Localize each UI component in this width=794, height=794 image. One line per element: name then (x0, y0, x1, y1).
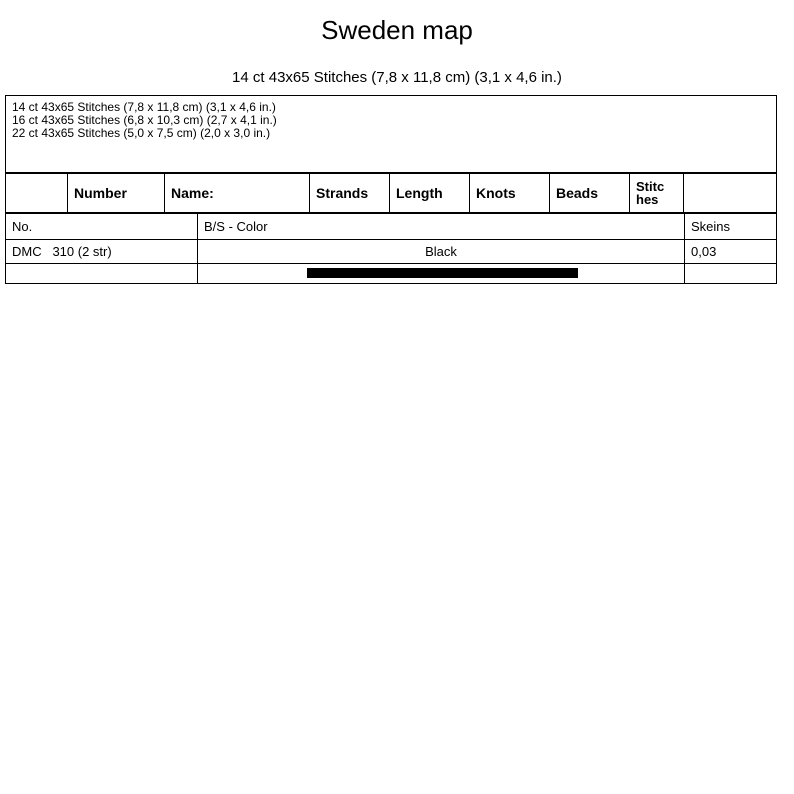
size-line: 14 ct 43x65 Stitches (7,8 x 11,8 cm) (3,1 x 4,6 in.) (12, 100, 276, 114)
col-color-header: B/S - Color (198, 214, 685, 239)
col-no-header: No. (6, 214, 198, 239)
header-length: Length (390, 174, 470, 212)
swatch-blank-cell (6, 264, 198, 283)
header-blank (6, 174, 68, 212)
col-skeins-header: Skeins (691, 219, 731, 234)
legend-header (5, 174, 777, 214)
color-swatch (307, 268, 578, 278)
page-title: Sweden map (321, 15, 473, 45)
header-stitches-line2: hes (636, 192, 659, 207)
sizes-box (5, 95, 777, 174)
header-stitches (630, 174, 684, 212)
thread-color-name: Black (198, 240, 685, 263)
size-line: 16 ct 43x65 Stitches (6,8 x 10,3 cm) (2,7 x 4,1 in.) (12, 113, 277, 127)
swatch-blank-cell-right (685, 264, 776, 283)
size-line: 22 ct 43x65 Stitches (5,0 x 7,5 cm) (2,0 x 3,0 in.) (12, 126, 271, 140)
header-beads: Beads (550, 174, 630, 212)
table-header-row (6, 214, 776, 240)
header-extra (684, 174, 776, 212)
header-strands: Strands (310, 174, 390, 212)
header-stitches-line1: Stitc (636, 179, 665, 194)
thread-number: DMC 310 (2 str) (6, 240, 198, 263)
header-number: Number (68, 174, 165, 212)
thread-skeins: 0,03 (691, 244, 717, 259)
header-knots: Knots (470, 174, 550, 212)
table-row (6, 240, 776, 264)
header-name: Name: (165, 174, 310, 212)
page-subtitle: 14 ct 43x65 Stitches (7,8 x 11,8 cm) (3,1 x 4,6 in.) (232, 69, 562, 86)
